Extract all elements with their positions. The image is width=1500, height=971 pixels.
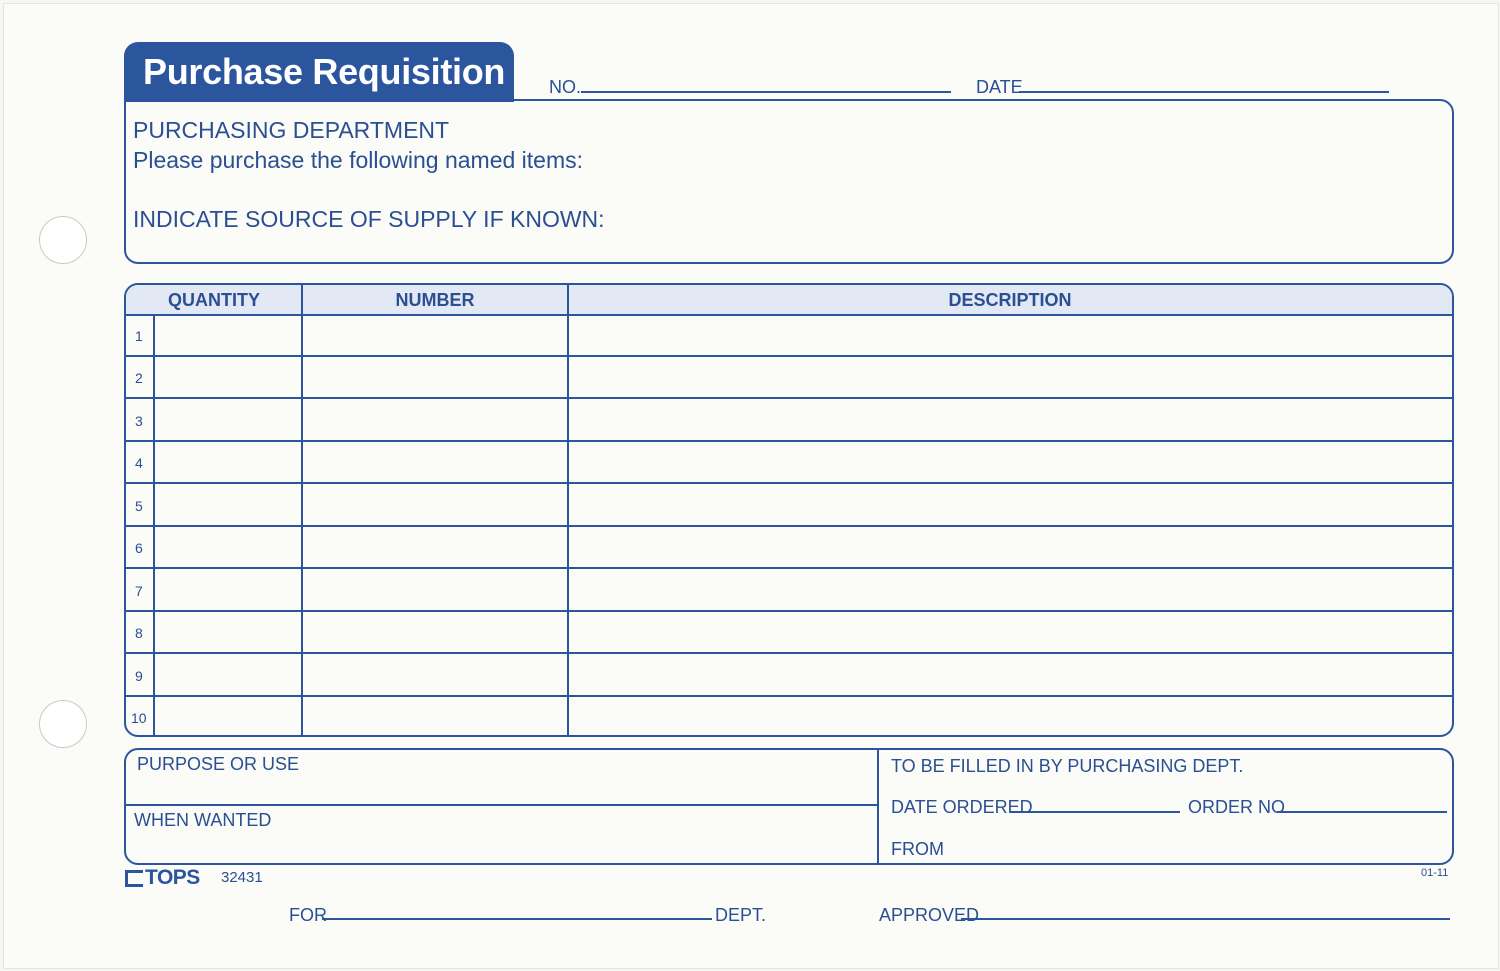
row-number: 8: [135, 625, 143, 641]
header-number: NUMBER: [395, 290, 475, 310]
table-row-line: [126, 652, 1452, 654]
approved-line[interactable]: [961, 918, 1450, 920]
product-code: 32431: [221, 869, 263, 886]
table-row-line: [126, 397, 1452, 399]
order-no-line[interactable]: [1277, 811, 1447, 813]
source-of-supply-label: INDICATE SOURCE OF SUPPLY IF KNOWN:: [133, 206, 605, 232]
for-label: FOR: [289, 905, 327, 925]
instruction-text: Please purchase the following named items:: [133, 147, 584, 173]
column-divider: [301, 285, 303, 735]
order-no-label: ORDER NO.: [1188, 797, 1291, 817]
table-row-line: [126, 610, 1452, 612]
row-number: 4: [135, 455, 143, 471]
from-label: FROM: [891, 839, 944, 859]
form-title: Purchase Requisition: [124, 42, 514, 102]
purchasing-department-label: PURCHASING DEPARTMENT: [133, 117, 450, 143]
table-row-line: [126, 482, 1452, 484]
row-number: 6: [135, 540, 143, 556]
column-divider: [567, 285, 569, 735]
tops-logo: [125, 866, 200, 890]
date-ordered-line[interactable]: [1010, 811, 1180, 813]
table-row-line: [126, 525, 1452, 527]
table-row-line: [126, 355, 1452, 357]
no-label: NO.: [549, 77, 582, 97]
punch-hole: [39, 700, 87, 748]
row-number: 3: [135, 413, 143, 429]
purchasing-divider: [877, 749, 879, 864]
table-header: [126, 285, 1452, 316]
punch-hole: [39, 216, 87, 264]
date-ordered-label: DATE ORDERED: [891, 797, 1033, 817]
table-row-line: [126, 567, 1452, 569]
date-label: DATE: [976, 77, 1023, 97]
row-number: 1: [135, 328, 143, 344]
purpose-label: PURPOSE OR USE: [137, 754, 300, 774]
tops-logo-mark-icon: [125, 870, 143, 887]
purpose-divider: [125, 804, 878, 806]
row-number: 7: [135, 583, 143, 599]
row-number: 2: [135, 370, 143, 386]
row-number: 9: [135, 668, 143, 684]
row-number: 5: [135, 498, 143, 514]
revision-code: 01-11: [1421, 867, 1449, 879]
header-description: DESCRIPTION: [948, 290, 1072, 310]
header-quantity: QUANTITY: [168, 290, 260, 310]
items-table: [124, 283, 1454, 737]
when-wanted-label: WHEN WANTED: [134, 810, 272, 830]
brand-name: TOPS: [145, 866, 200, 889]
row-number: 10: [131, 710, 147, 726]
table-row-line: [126, 695, 1452, 697]
date-field-line[interactable]: [1019, 91, 1389, 93]
for-line[interactable]: [322, 918, 712, 920]
dept-label: DEPT.: [715, 905, 767, 925]
table-row-line: [126, 440, 1452, 442]
purchasing-dept-title: TO BE FILLED IN BY PURCHASING DEPT.: [891, 756, 1244, 776]
approved-label: APPROVED: [879, 905, 980, 925]
no-field-line[interactable]: [581, 91, 951, 93]
